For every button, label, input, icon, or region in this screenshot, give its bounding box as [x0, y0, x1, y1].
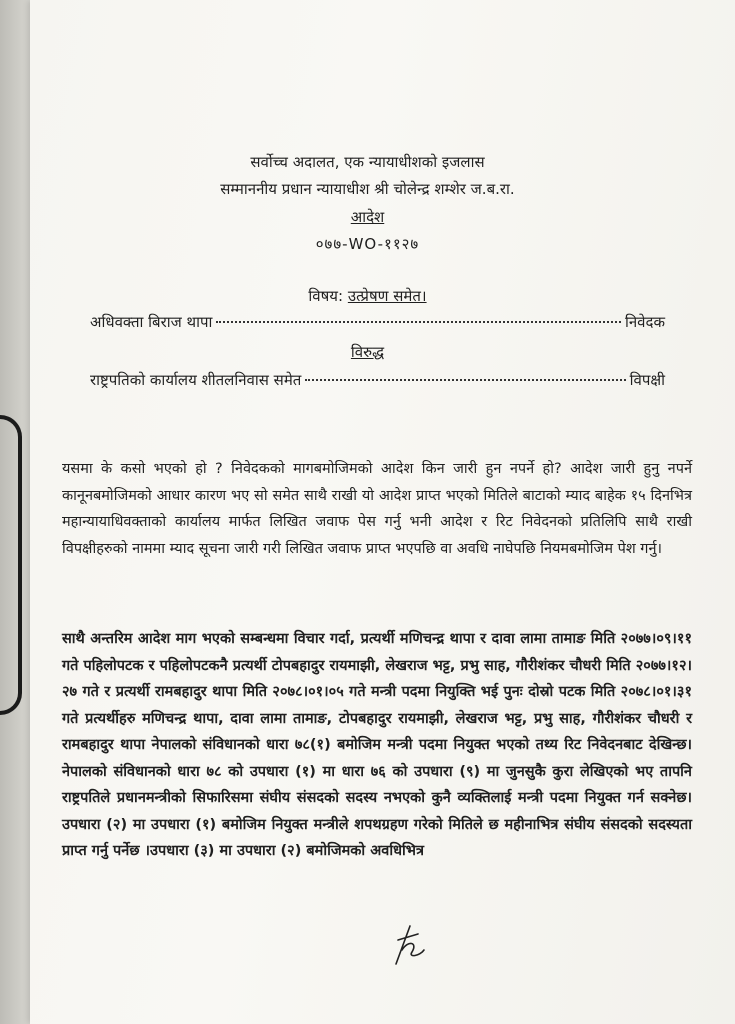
dotted-leader [305, 379, 625, 381]
respondent-row [90, 370, 665, 390]
order-paragraph-2: साथै अन्तरिम आदेश माग भएको सम्बन्धमा विचार गर्दा, प्रत्यर्थी मणिचन्द्र थापा र दावा लामा तामाङ मिति २०७७।०९।११ गते पहिलोपटक र पहिलोपटकनै प्रत्यर्थी टोपबहादुर रायमाझी, लेखराज भट्ट, प्रभु साह, गौरीशंकर चौधरी मिति २०७७।१२।२७ गते र प्रत्यर्थी रामबहादुर थापा मिति २०७८।०१।०५ गते मन्त्री पदमा नियुक्ति भई पुनः दोस्रो पटक मिति २०७८।०१।३१ गते प्रत्यर्थीहरु मणिचन्द्र थापा, दावा लामा तामाङ, टोपबहादुर रायमाझी, लेखराज भट्ट, प्रभु साह, गौरीशंकर चौधरी र रामबहादुर थापा नेपालको संविधानको धारा ७८(१) बमोजिम मन्त्री पदमा नियुक्त भएको तथ्य रिट निवेदनबाट देखिन्छ। नेपालको संविधानको धारा ७८ को उपधारा (१) मा धारा ७६ को उपधारा (९) मा जुनसुकै कुरा लेखिएको भए तापनि राष्ट्रपतिले प्रधानमन्त्रीको सिफारिसमा संघीय संसदको सदस्य नभएको कुनै व्यक्तिलाई मन्त्री पदमा नियुक्त गर्न सक्नेछ। उपधारा (२) मा उपधारा (१) बमोजिम नियुक्त मन्त्रीले शपथग्रहण गरेको मितिले छ महीनाभित्र संघीय संसदको सदस्यता प्राप्त गर्नु पर्नेछ ।उपधारा (३) मा उपधारा (२) बमोजिमको अवधिभित्र [62, 631, 692, 859]
signature-mark [388, 920, 428, 968]
versus-label: विरुद्ध [350, 343, 385, 361]
dotted-leader [216, 321, 621, 323]
case-number: ०७७-WO-११२७ [315, 235, 420, 253]
petitioner-row [90, 312, 665, 332]
court-name: सर्वोच्च अदालत, एक न्यायाधीशको इजलास [250, 153, 485, 171]
subject-line [0, 286, 735, 306]
petitioner-name: अधिवक्ता बिराज थापा [90, 313, 213, 331]
respondent-role: विपक्षी [629, 371, 665, 389]
subject-label: विषय: [308, 287, 344, 305]
subject-value: उत्प्रेषण समेत। [347, 287, 427, 305]
order-paragraph-1: यसमा के कसो भएको हो ? निवेदकको मागबमोजिमको आदेश किन जारी हुन नपर्ने हो? आदेश जारी हुनु नपर्ने कानूनबमोजिमको आधार कारण भए सो समेत साथै राखी यो आदेश प्राप्त भएको मितिले बाटाको म्याद बाहेक १५ दिनभित्र महान्यायाधिवक्ताको कार्यालय मार्फत लिखित जवाफ पेस गर्नु भनी आदेश र रिट निवेदनको प्रतिलिपि साथै राखी विपक्षीहरुको नाममा म्याद सूचना जारी गरी लिखित जवाफ प्राप्त भएपछि वा अवधि नाघेपछि नियमबमोजिम पेश गर्नु। [62, 461, 692, 557]
respondent-name: राष्ट्रपतिको कार्यालय शीतलनिवास समेत [90, 371, 302, 389]
petitioner-role: निवेदक [624, 313, 665, 331]
order-title: आदेश [350, 208, 385, 226]
bench-name: सम्माननीय प्रधान न्यायाधीश श्री चोलेन्द्र शम्शेर ज.ब.रा. [220, 180, 515, 198]
binding-cord [0, 415, 22, 715]
